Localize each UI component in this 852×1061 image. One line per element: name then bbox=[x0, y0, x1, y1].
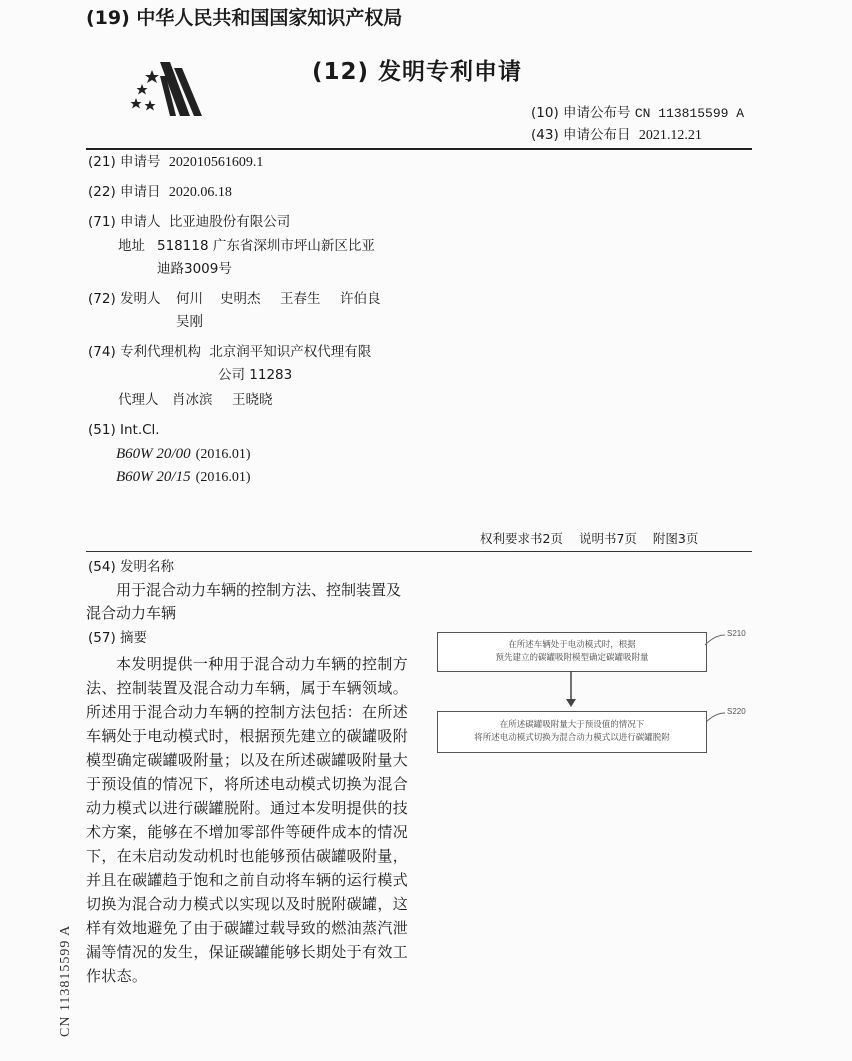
agency-label: (74) 专利代理机构 bbox=[88, 344, 202, 360]
publication-date bbox=[531, 125, 702, 146]
flowchart-step-2-line-2: 将所述电动模式切换为混合动力模式以进行碳罐脱附 bbox=[474, 733, 670, 743]
application-number bbox=[88, 152, 263, 173]
agency-line-2: 公司 11283 bbox=[218, 367, 293, 383]
application-number-value: 202010561609.1 bbox=[168, 155, 264, 170]
intcl-code: B60W 20/00 bbox=[116, 446, 191, 462]
flowchart-step-1-label: S210 bbox=[727, 629, 746, 638]
agent-name: 王晓晓 bbox=[232, 392, 273, 408]
abstract-label: (57) 摘要 bbox=[88, 630, 148, 646]
inventor-name: 吴刚 bbox=[176, 314, 203, 330]
agency-line-1: 北京润平知识产权代理有限 bbox=[209, 344, 372, 360]
inventor-name: 许伯良 bbox=[340, 291, 381, 307]
office-name: (19) 中华人民共和国国家知识产权局 bbox=[86, 7, 403, 29]
intcl-year: (2016.01) bbox=[195, 470, 251, 485]
agent-label: 代理人 bbox=[118, 392, 159, 408]
document-type: (12) 发明专利申请 bbox=[312, 59, 523, 85]
address-line-2: 迪路3009号 bbox=[157, 261, 232, 277]
applicant-label: (71) 申请人 bbox=[88, 214, 161, 230]
flowchart-step-1-line-2: 预先建立的碳罐吸附模型确定碳罐吸附量 bbox=[495, 653, 649, 663]
address-line-1: 518118 广东省深圳市坪山新区比亚 bbox=[157, 238, 375, 254]
abstract-text: 本发明提供一种用于混合动力车辆的控制方法、控制装置及混合动力车辆，属于车辆领域。所述用于混合动力车辆的控制方法包括：在所述车辆处于电动模式时，根据预先建立的碳罐吸附模型确定碳罐吸附量；以及在所述碳罐吸附量大于预设值的情况下，将所述电动模式切换为混合动力模式以进行碳罐脱附。通过本发明提供的技术方案，能够在不增加零部件等硬件成本的情况下，在未启动发动机时也能够预估碳罐吸附量，并且在碳罐趋于饱和之前自动将车辆的运行模式切换为混合动力模式以实现以及时脱附碳罐，这样有效地避免了由于碳罐过载导致的燃油蒸汽泄漏等情况的发生，保证碳罐能够长期处于有效工作状态。 bbox=[86, 655, 408, 985]
header-divider bbox=[86, 148, 752, 150]
publication-date-value: 2021.12.21 bbox=[638, 128, 702, 143]
page-counts bbox=[480, 530, 698, 548]
inventor-name: 何川 bbox=[176, 291, 203, 307]
drawings-count: 附图3页 bbox=[652, 531, 699, 546]
inventor-name: 史明杰 bbox=[220, 291, 261, 307]
flowchart-step-2-label: S220 bbox=[727, 707, 746, 716]
flowchart-step-1-line-1: 在所述车辆处于电动模式时，根据 bbox=[508, 640, 636, 650]
intcl-entry bbox=[116, 443, 251, 465]
claims-count: 权利要求书2页 bbox=[480, 531, 563, 546]
inventor-name: 王春生 bbox=[280, 291, 321, 307]
intcl-year: (2016.01) bbox=[195, 447, 251, 462]
address-label: 地址 bbox=[118, 238, 145, 254]
invention-title-line-2: 混合动力车辆 bbox=[86, 604, 177, 622]
publication-number-value: CN 113815599 A bbox=[634, 106, 745, 121]
applicant-value: 比亚迪股份有限公司 bbox=[168, 214, 291, 230]
invention-title-line-1: 用于混合动力车辆的控制方法、控制装置及 bbox=[116, 581, 402, 599]
title-label: (54) 发明名称 bbox=[88, 559, 175, 575]
description-count: 说明书7页 bbox=[578, 531, 637, 546]
agency bbox=[88, 342, 371, 362]
counts-divider bbox=[86, 551, 752, 552]
publication-date-label: (43) 申请公布日 bbox=[531, 127, 631, 143]
side-publication-id: CN 113815599 A bbox=[58, 924, 73, 1037]
application-date-label: (22) 申请日 bbox=[88, 184, 161, 200]
application-number-label: (21) 申请号 bbox=[88, 154, 161, 170]
publication-number-label: (10) 申请公布号 bbox=[531, 105, 631, 121]
publication-number bbox=[531, 103, 744, 124]
intcl-label: (51) Int.Cl. bbox=[88, 422, 160, 438]
agent-name: 肖冰滨 bbox=[172, 392, 213, 408]
intcl-code: B60W 20/15 bbox=[116, 469, 191, 485]
flowchart-step-2-line-1: 在所述碳罐吸附量大于预设值的情况下 bbox=[499, 720, 645, 730]
flowchart-step-2 bbox=[437, 711, 707, 753]
intcl-entry bbox=[116, 466, 251, 488]
inventors-label: (72) 发明人 bbox=[88, 291, 161, 307]
cnipa-logo-icon bbox=[126, 58, 206, 120]
applicant bbox=[88, 212, 290, 232]
application-date bbox=[88, 182, 232, 203]
application-date-value: 2020.06.18 bbox=[168, 185, 232, 200]
